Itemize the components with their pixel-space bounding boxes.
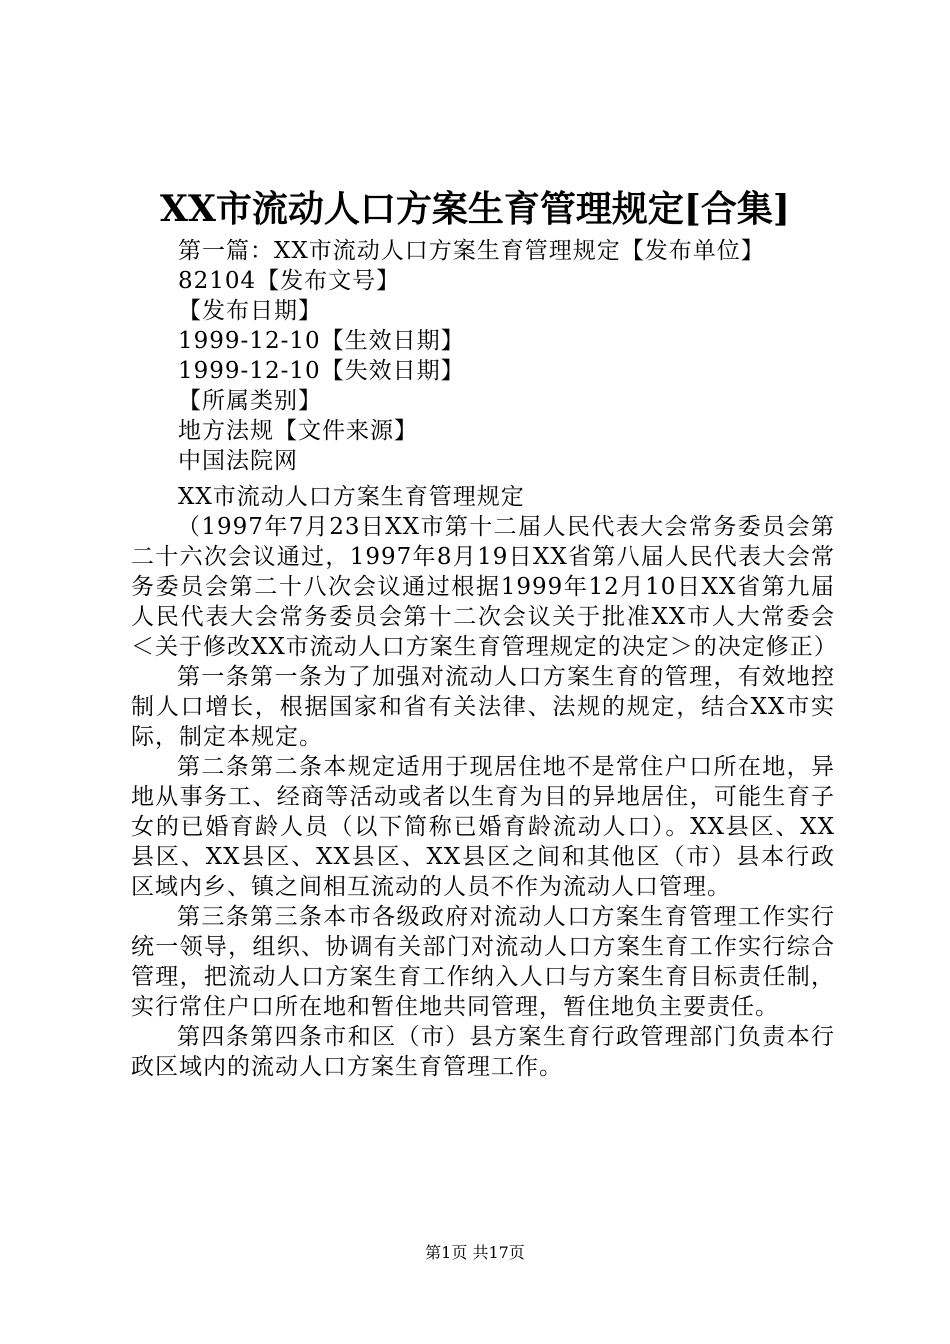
regulation-heading: XX市流动人口方案生育管理规定 [178, 484, 525, 510]
paragraph-article-1: 第一条第一条为了加强对流动人口方案生育的管理，有效地控制人口增长，根据国家和省有关法律、法规的规定，结合XX市实际，制定本规定。 [131, 664, 835, 750]
paragraph-article-4: 第四条第四条市和区（市）县方案生育行政管理部门负责本行政区域内的流动人口方案生育管理工作。 [131, 1024, 835, 1080]
paragraph-article-3: 第三条第三条本市各级政府对流动人口方案生育管理工作实行统一领导，组织、协调有关部门对流动人口方案生育工作实行综合管理，把流动人口方案生育工作纳入人口与方案生育目标责任制，实行常住户口所在地和暂住地共同管理，暂住地负主要责任。 [131, 904, 835, 1020]
meta-line-source-name: 中国法院网 [178, 448, 298, 474]
meta-line-category: 【所属类别】 [178, 388, 322, 414]
meta-line-expiry-date: 1999-12-10【失效日期】 [178, 358, 465, 384]
document-title: XX市流动人口方案生育管理规定[合集] [160, 188, 790, 230]
meta-line-publisher: 第一篇：XX市流动人口方案生育管理规定【发布单位】 [178, 238, 765, 264]
meta-line-doc-number: 82104【发布文号】 [178, 268, 401, 294]
meta-line-publish-date: 【发布日期】 [178, 298, 322, 324]
paragraph-article-2: 第二条第二条本规定适用于现居住地不是常住户口所在地，异地从事务工、经商等活动或者以生育为目的异地居住，可能生育子女的已婚育龄人员（以下简称已婚育龄流动人口）。XX县区、XX县区、XX县区、XX县区、XX县区之间和其他区（市）县本行政区域内乡、镇之间相互流动的人员不作为流动人口管理。 [131, 754, 835, 900]
page-footer: 第1页 共17页 [425, 1243, 525, 1262]
meta-line-effective-date: 1999-12-10【生效日期】 [178, 328, 465, 354]
document-body [131, 512, 838, 1082]
meta-line-source: 地方法规【文件来源】 [178, 418, 418, 444]
document-metadata [178, 236, 838, 476]
paragraph-preamble: （1997年7月23日XX市第十二届人民代表大会常务委员会第二十六次会议通过，1997年8月19日XX省第八届人民代表大会常务委员会第二十八次会议通过根据1999年12月10日XX省第九届人民代表大会常务委员会第十二次会议关于批准XX市人大常委会＜关于修改XX市流动人口方案生育管理规定的决定＞的决定修正） [131, 514, 838, 660]
